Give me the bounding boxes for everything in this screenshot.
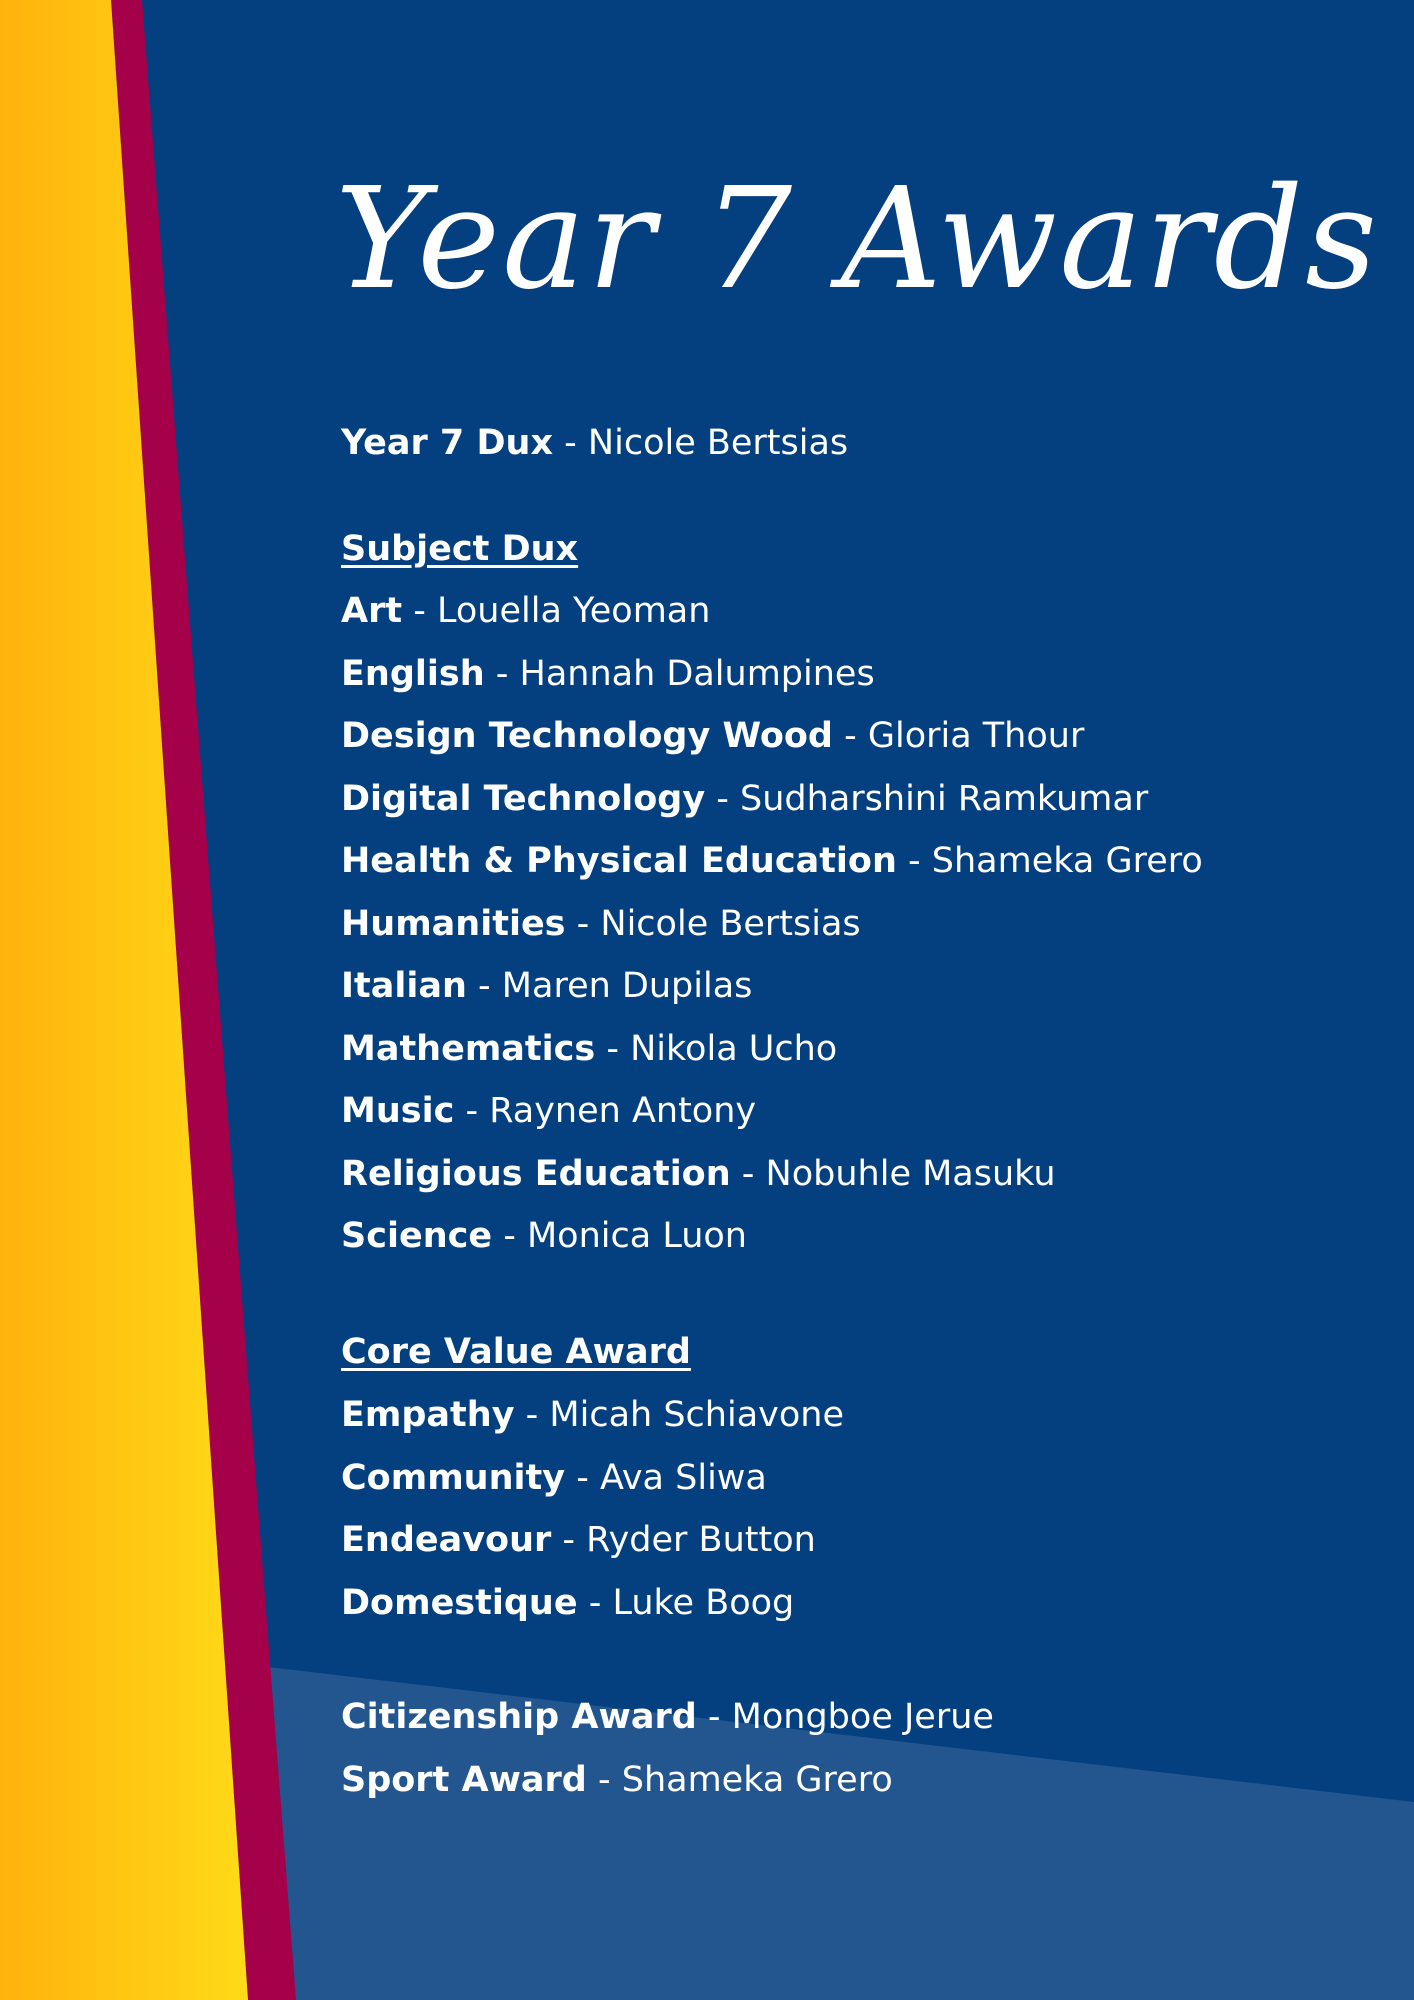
separator: - — [484, 653, 520, 694]
separator: - — [832, 716, 868, 756]
award-label: Citizenship Award — [341, 1697, 697, 1737]
separator: - — [402, 591, 437, 631]
recipient-name: Ryder Button — [586, 1520, 816, 1560]
separator: - — [514, 1395, 550, 1435]
separator: - — [595, 1028, 631, 1069]
subject-dux-item — [341, 1150, 1056, 1198]
award-label: Endeavour — [341, 1520, 552, 1560]
separator: - — [551, 1520, 587, 1560]
dux-name: Nicole Bertsias — [587, 423, 849, 463]
award-label: Health & Physical Education — [341, 841, 897, 881]
core-value-item — [341, 1516, 816, 1564]
subject-dux-item — [341, 1212, 747, 1260]
award-label: Humanities — [341, 903, 566, 944]
award-label: Religious Education — [341, 1153, 731, 1194]
recipient-name: Shameka Grero — [621, 1760, 893, 1800]
recipient-name: Luke Boog — [612, 1582, 795, 1623]
recipient-name: Louella Yeoman — [436, 591, 711, 631]
subject-dux-item — [341, 837, 1203, 885]
dux-label: Year 7 Dux — [341, 423, 554, 463]
recipient-name: Monica Luon — [526, 1216, 747, 1256]
award-label: Domestique — [341, 1582, 578, 1623]
recipient-name: Ava Sliwa — [599, 1457, 767, 1498]
recipient-name: Nobuhle Masuku — [765, 1153, 1056, 1194]
subject-dux-item — [341, 712, 1084, 760]
award-label: Italian — [341, 966, 467, 1006]
award-label: Design Technology Wood — [341, 716, 833, 756]
award-label: Community — [341, 1457, 566, 1498]
separator: - — [466, 966, 502, 1006]
separator: - — [565, 1457, 600, 1498]
recipient-name: Mongboe Jerue — [731, 1697, 994, 1737]
separator: - — [565, 903, 601, 944]
other-award-item — [341, 1756, 893, 1804]
recipient-name: Raynen Antony — [489, 1091, 757, 1131]
recipient-name: Maren Dupilas — [501, 966, 753, 1006]
subject-dux-item — [341, 1025, 837, 1073]
recipient-name: Nikola Ucho — [630, 1028, 838, 1069]
separator: - — [586, 1760, 622, 1800]
subject-dux-item — [341, 587, 710, 635]
separator: - — [896, 841, 932, 881]
recipient-name: Sudharshini Ramkumar — [740, 778, 1149, 819]
subject-dux-heading: Subject Dux — [341, 529, 579, 569]
separator: - — [696, 1697, 732, 1737]
recipient-name: Micah Schiavone — [549, 1395, 844, 1435]
subject-dux-item — [341, 650, 875, 698]
award-label: Empathy — [341, 1395, 515, 1435]
other-award-item — [341, 1693, 994, 1741]
core-value-item — [341, 1454, 767, 1502]
recipient-name: Shameka Grero — [931, 841, 1203, 881]
award-label: Mathematics — [341, 1028, 596, 1069]
dux-line — [341, 419, 848, 467]
recipient-name: Hannah Dalumpines — [519, 653, 875, 694]
core-value-item — [341, 1391, 844, 1439]
award-label: Digital Technology — [341, 778, 706, 819]
award-label: English — [341, 653, 485, 694]
recipient-name: Gloria Thour — [867, 716, 1085, 756]
separator: - — [454, 1091, 490, 1131]
separator: - — [730, 1153, 766, 1194]
core-value-heading: Core Value Award — [341, 1332, 691, 1372]
page-title: Year 7 Awards — [335, 158, 1380, 321]
separator: - — [492, 1216, 527, 1256]
subject-dux-item — [341, 775, 1148, 823]
subject-dux-item — [341, 900, 861, 948]
separator: - — [577, 1582, 613, 1623]
core-value-item — [341, 1579, 794, 1627]
subject-dux-item — [341, 962, 752, 1010]
award-label: Music — [341, 1091, 455, 1131]
recipient-name: Nicole Bertsias — [600, 903, 861, 944]
award-label: Sport Award — [341, 1760, 587, 1800]
award-label: Art — [341, 591, 403, 631]
separator: - — [705, 778, 741, 819]
award-label: Science — [341, 1216, 493, 1256]
dux-separator: - — [553, 423, 588, 463]
subject-dux-item — [341, 1087, 756, 1135]
